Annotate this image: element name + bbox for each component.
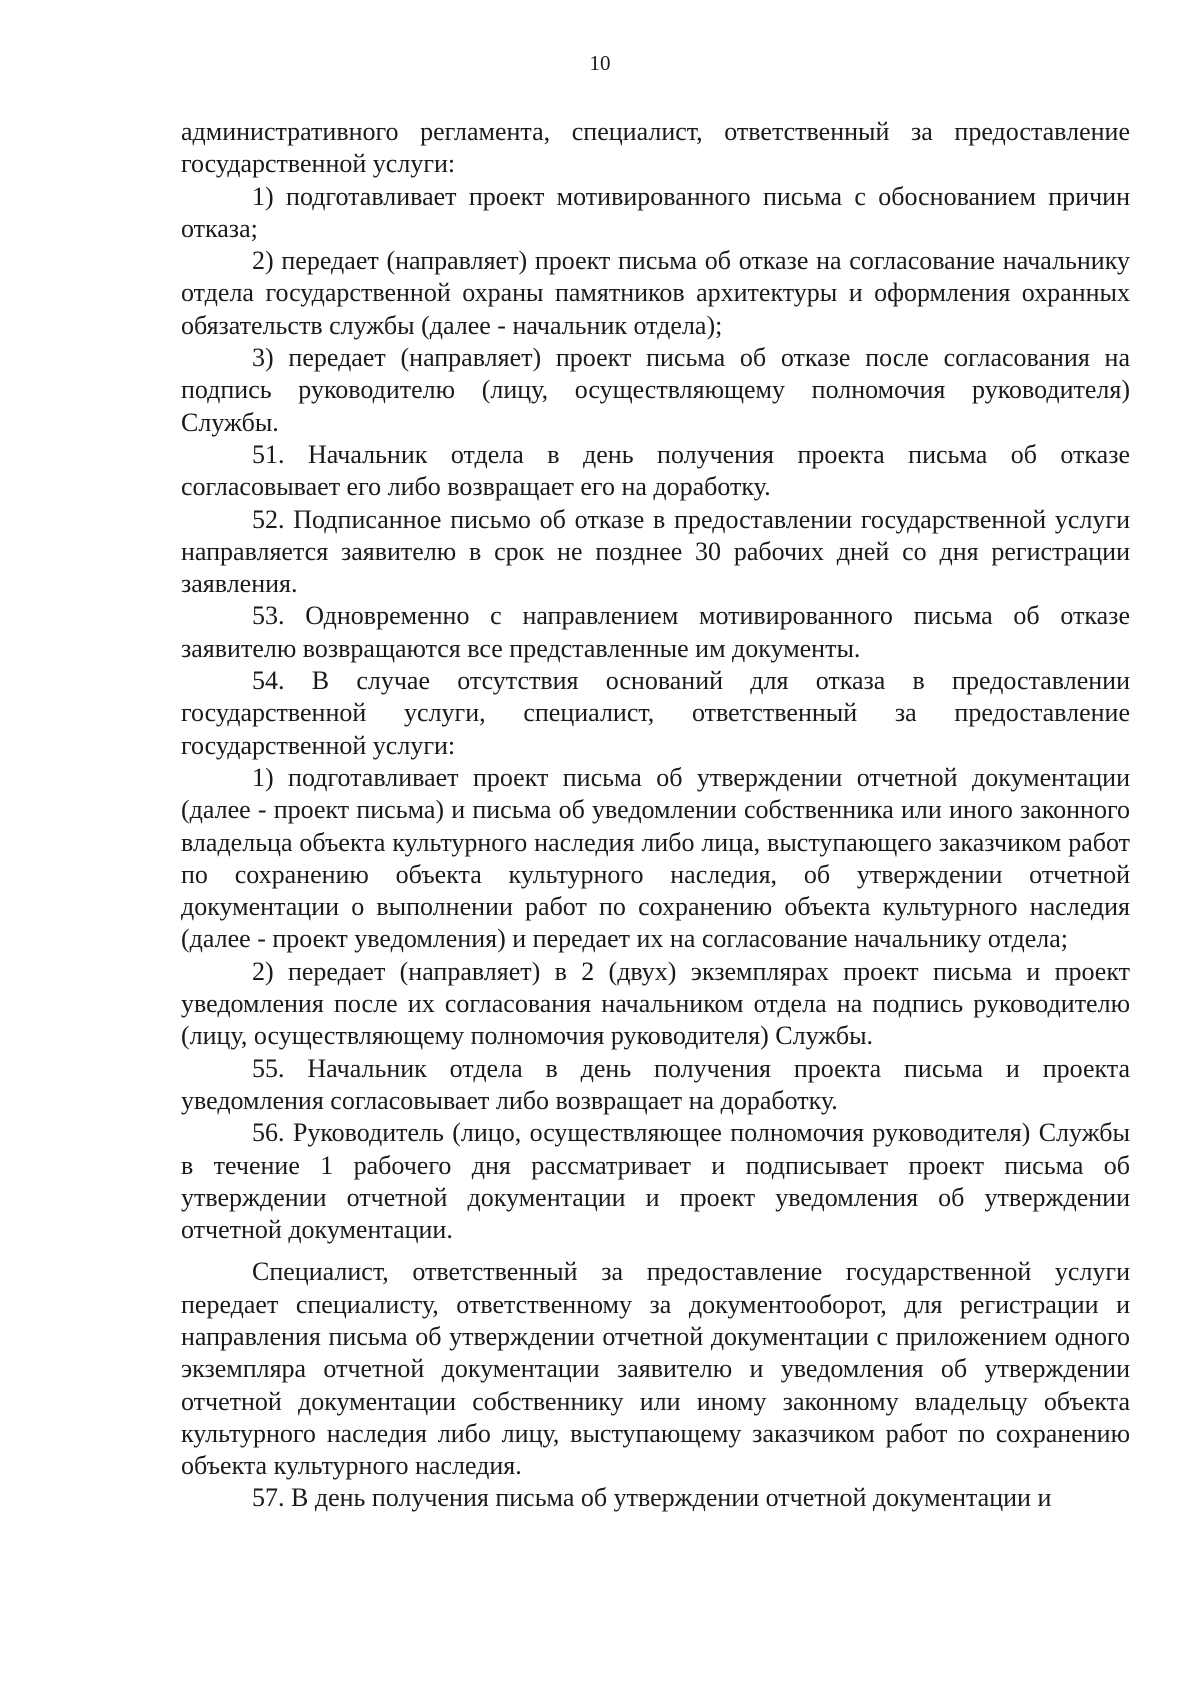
paragraph-54-item-2: 2) передает (направляет) в 2 (двух) экземплярах проект письма и проект уведомления после их согласования начальником отдела на подпись руководителю (лицу, осуществляющему полномочия руководителя) Службы. <box>181 956 1130 1051</box>
paragraph-54: 54. В случае отсутствия оснований для отказа в предоставлении государственной услуги, специалист, ответственный за предоставление государственной услуги: <box>181 666 1130 760</box>
paragraph-52: 52. Подписанное письмо об отказе в предоставлении государственной услуги направляется заявителю в срок не позднее 30 рабочих дней со дня регистрации заявления. <box>181 504 1130 599</box>
paragraph-item-2-refusal-approval: 2) передает (направляет) проект письма об отказе на согласование начальнику отдела государственной охраны памятников архитектуры и оформления охранных обязательств службы (далее - начальник отдела); <box>181 246 1130 340</box>
paragraph-51: 51. Начальник отдела в день получения проекта письма об отказе согласовывает его либо возвращает его на доработку. <box>181 439 1130 502</box>
paragraph-regulation-continuation: административного регламента, специалист, ответственный за предоставление государственной услуги: <box>181 117 1130 179</box>
paragraph-57: 57. В день получения письма об утверждении отчетной документации и <box>252 1483 1052 1513</box>
paragraph-55: 55. Начальник отдела в день получения проекта письма и проекта уведомления согласовывает либо возвращает на доработку. <box>181 1053 1130 1115</box>
paragraph-item-3-refusal-signature: 3) передает (направляет) проект письма об отказе после согласования на подпись руководителю (лицу, осуществляющему полномочия руководителя) Службы. <box>181 343 1130 437</box>
page-number: 10 <box>589 51 611 75</box>
paragraph-item-1-refusal-draft: 1) подготавливает проект мотивированного письма с обоснованием причин отказа; <box>181 181 1130 243</box>
paragraph-specialist-transfer: Специалист, ответственный за предоставление государственной услуги передает специалисту, ответственному за документооборот, для регистрации и направления письма об утверждении отчетной документации с приложением одного экземпляра отчетной документации заявителю и уведомления об утверждении отчетной документации собственнику или иному законному владельцу объекта культурного наследия либо лицу, выступающему заказчиком работ по сохранению объекта культурного наследия. <box>181 1257 1130 1481</box>
paragraph-54-item-1: 1) подготавливает проект письма об утверждении отчетной документации (далее - проект письма) и письма об уведомлении собственника или иного законного владельца объекта культурного наследия либо лица, выступающего заказчиком работ по сохранению объекта культурного наследия, об утверждении отчетной документации о выполнении работ по сохранению объекта культурного наследия (далее - проект уведомления) и передает их на согласование начальнику отдела; <box>181 762 1130 954</box>
document-body <box>181 116 1130 1515</box>
paragraph-56: 56. Руководитель (лицо, осуществляющее полномочия руководителя) Службы в течение 1 рабочего дня рассматривает и подписывает проект письма об утверждении отчетной документации и проект уведомления об утверждении отчетной документации. <box>181 1118 1130 1245</box>
paragraph-53: 53. Одновременно с направлением мотивированного письма об отказе заявителю возвращаются все представленные им документы. <box>181 601 1130 663</box>
